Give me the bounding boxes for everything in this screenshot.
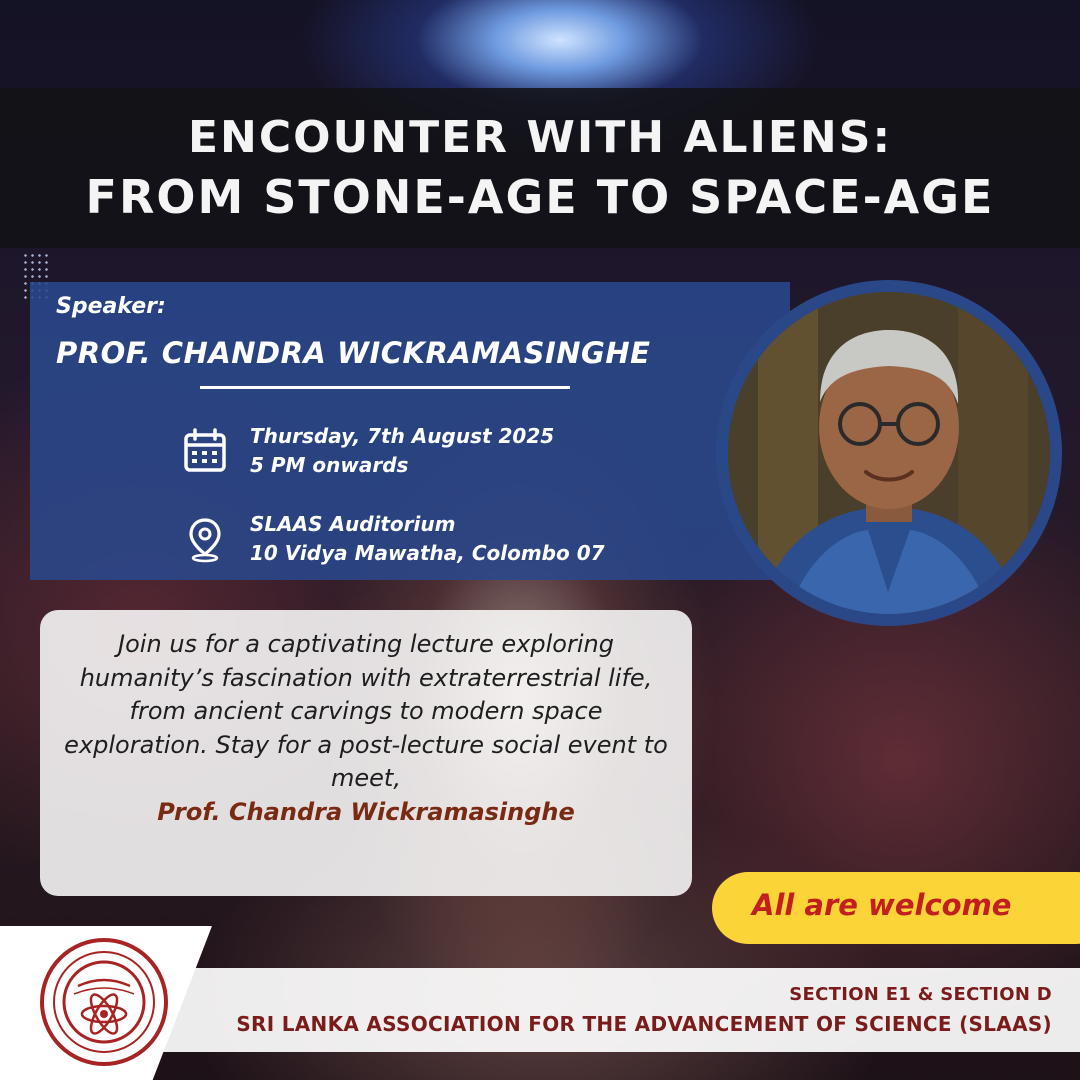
- description-speaker-highlight: Prof. Chandra Wickramasinghe: [157, 797, 575, 826]
- event-title-line-1: ENCOUNTER WITH ALIENS:: [187, 111, 893, 163]
- speaker-photo-frame: [716, 280, 1062, 626]
- description-box: [40, 610, 692, 896]
- divider: [200, 386, 570, 389]
- welcome-badge: [712, 872, 1080, 944]
- speaker-name: PROF. CHANDRA WICKRAMASINGHE: [56, 336, 651, 370]
- speaker-photo: [728, 292, 1050, 614]
- event-info-panel: [30, 282, 790, 580]
- speaker-portrait-illustration: [728, 292, 1050, 614]
- speaker-label: Speaker:: [56, 294, 166, 319]
- location-pin-icon: [180, 514, 230, 564]
- event-address: 10 Vidya Mawatha, Colombo 07: [250, 541, 605, 565]
- date-row: [180, 422, 554, 480]
- footer-sections: SECTION E1 & SECTION D: [789, 984, 1052, 1005]
- venue-row: [180, 510, 605, 568]
- event-date: Thursday, 7th August 2025: [250, 424, 555, 448]
- welcome-text: All are welcome: [752, 888, 1012, 922]
- footer-organization: SRI LANKA ASSOCIATION FOR THE ADVANCEMENT OF SCIENCE (SLAAS): [236, 1012, 1052, 1036]
- event-title-line-2: FROM STONE-AGE TO SPACE-AGE: [85, 169, 995, 224]
- title-banner: [0, 88, 1080, 248]
- event-venue: SLAAS Auditorium: [250, 512, 456, 536]
- description-text: Join us for a captivating lecture exploring humanity’s fascination with extraterrestrial life, from ancient carvings to modern space exploration. Stay for a post-lecture social event to meet,: [64, 630, 668, 793]
- date-time-text: [250, 422, 554, 480]
- slaas-logo: [38, 936, 170, 1068]
- event-time: 5 PM onwards: [250, 453, 409, 477]
- venue-text: [250, 510, 605, 568]
- calendar-icon: [180, 426, 230, 476]
